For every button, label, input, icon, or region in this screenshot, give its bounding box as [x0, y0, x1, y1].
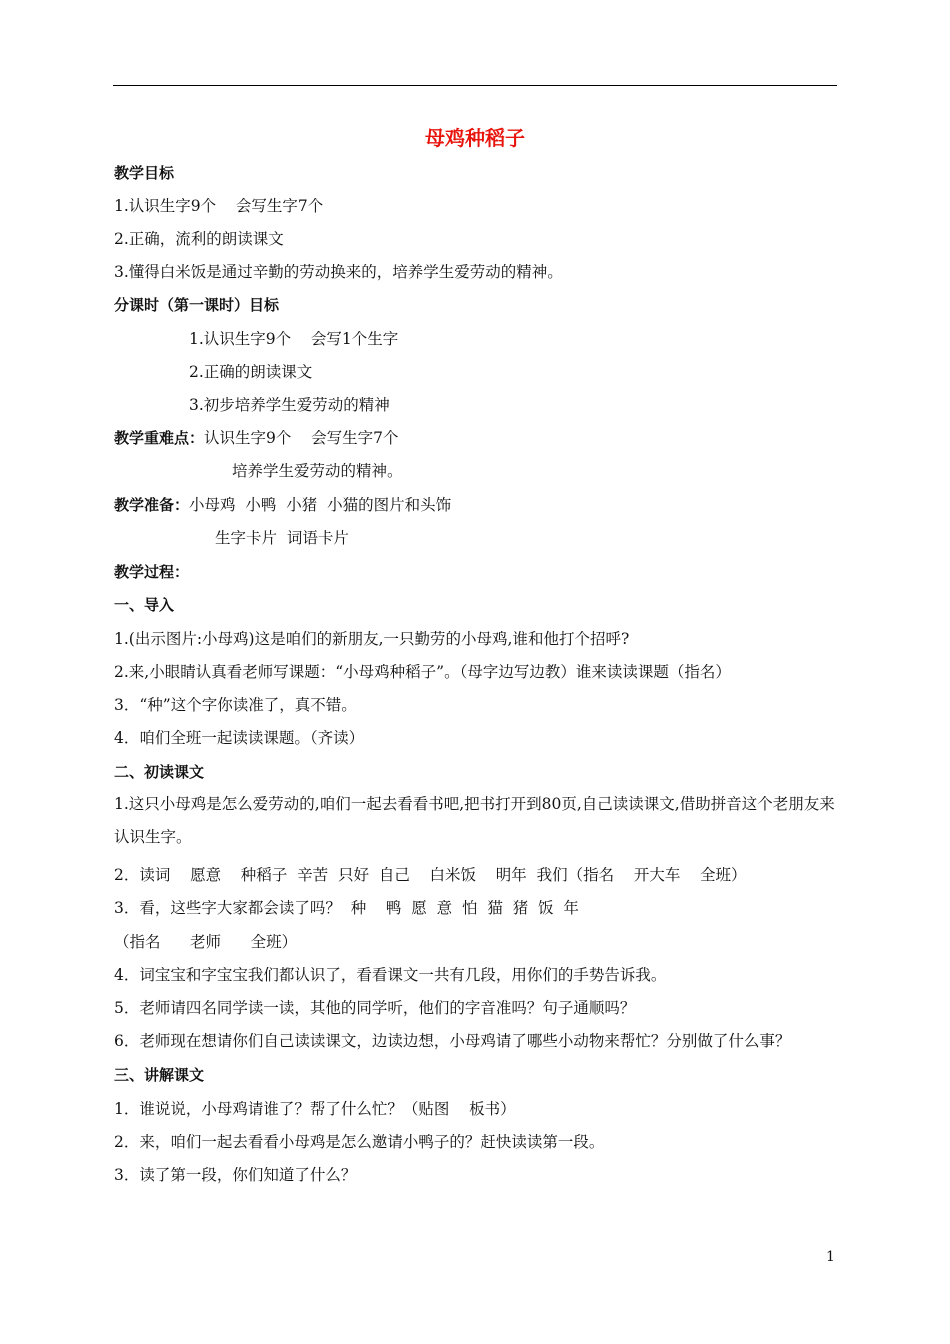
- preparation-line-1: 小母鸡 小鸭 小猪 小猫的图片和头饰: [189, 496, 452, 514]
- header-rule: [113, 85, 837, 86]
- first-read-item-4: 4．词宝宝和字宝宝我们都认识了，看看课文一共有几段，用你们的手势告诉我。: [114, 966, 667, 984]
- process-heading: 教学过程：: [114, 563, 190, 581]
- preparation-row: [114, 494, 451, 516]
- objectives-heading: 教学目标: [114, 164, 175, 182]
- explain-item-3: 3．读了第一段，你们知道了什么？: [114, 1166, 357, 1184]
- objective-item-2: 2.正确，流利的朗读课文: [114, 230, 284, 248]
- lesson-one-item-1: 1.认识生字9个 会写1个生字: [189, 330, 399, 348]
- page-number: 1: [826, 1249, 835, 1265]
- intro-item-3: 3．“种”这个字你读准了，真不错。: [114, 696, 357, 714]
- objective-item-3: 3.懂得白米饭是通过辛勤的劳动换来的，培养学生爱劳动的精神。: [114, 263, 563, 281]
- preparation-label: 教学准备：: [114, 496, 190, 514]
- first-read-item-3: 3．看，这些字大家都会读了吗？ 种 鸭 愿 意 怕 猫 猪 饭 年: [114, 899, 579, 917]
- first-read-item-3-note: （指名 老师 全班）: [114, 933, 298, 951]
- first-read-item-1: 1.这只小母鸡是怎么爱劳动的,咱们一起去看看书吧,把书打开到80页,自己读读课文,借助拼音这个老朋友来认识生字。: [114, 795, 835, 846]
- preparation-line-2: 生字卡片 词语卡片: [215, 529, 349, 547]
- intro-heading: 一、导入: [114, 596, 175, 614]
- first-read-item-5: 5．老师请四名同学读一读，其他的同学听，他们的字音准吗？句子通顺吗？: [114, 999, 636, 1017]
- intro-item-1: 1.(出示图片:小母鸡)这是咱们的新朋友,一只勤劳的小母鸡,谁和他打个招呼?: [114, 630, 630, 648]
- lesson-one-item-2: 2.正确的朗读课文: [189, 363, 313, 381]
- key-points-label: 教学重难点：: [114, 429, 205, 447]
- explain-item-2: 2．来，咱们一起去看看小母鸡是怎么邀请小鸭子的？赶快读读第一段。: [114, 1133, 605, 1151]
- key-points-line-1: 认识生字9个 会写生字7个: [204, 429, 399, 447]
- document-title: 母鸡种稻子: [425, 126, 525, 150]
- key-points-line-2: 培养学生爱劳动的精神。: [232, 462, 403, 480]
- explain-heading: 三、讲解课文: [114, 1066, 205, 1084]
- first-read-item-6: 6．老师现在想请你们自己读读课文，边读边想，小母鸡请了哪些小动物来帮忙？分别做了什么事？: [114, 1032, 791, 1050]
- objective-item-1: 1.认识生字9个 会写生字7个: [114, 197, 324, 215]
- intro-item-2: 2.来,小眼睛认真看老师写课题：“小母鸡种稻子”。（母字边写边教）谁来读读课题（指名）: [114, 663, 731, 681]
- first-read-item-2: 2．读词 愿意 种稻子 辛苦 只好 自己 白米饭 明年 我们（指名 开大车 全班）: [114, 866, 747, 884]
- explain-item-1: 1．谁说说，小母鸡请谁了？帮了什么忙？（贴图 板书）: [114, 1100, 516, 1118]
- key-points-row: [114, 427, 398, 449]
- lesson-one-heading: 分课时（第一课时）目标: [114, 296, 280, 314]
- lesson-one-item-3: 3.初步培养学生爱劳动的精神: [189, 396, 390, 414]
- first-read-heading: 二、初读课文: [114, 763, 205, 781]
- intro-item-4: 4．咱们全班一起读读课题。（齐读）: [114, 729, 365, 747]
